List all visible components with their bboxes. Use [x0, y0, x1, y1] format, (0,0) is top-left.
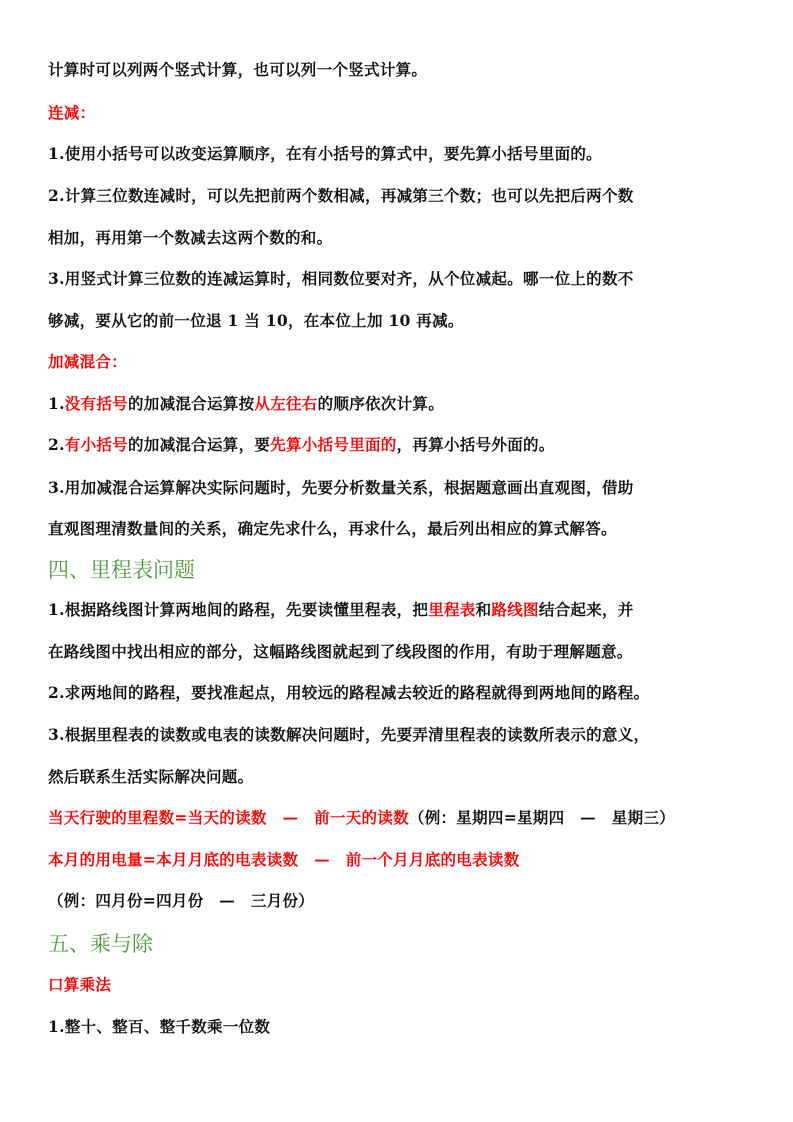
- subheading-lianjian: 连减：: [48, 103, 96, 122]
- paragraph-line: [48, 433, 753, 457]
- highlight-text: 没有括号: [64, 394, 128, 413]
- text-span: 的加减混合运算按: [127, 394, 255, 413]
- paragraph-line: 计算时可以列两个竖式计算，也可以列一个竖式计算。: [48, 60, 428, 79]
- paragraph-line: 够减，要从它的前一位退 1 当 10，在本位上加 10 再减。: [48, 311, 464, 330]
- formula-text: 当天行驶的里程数=当天的读数 — 前一天的读数: [48, 808, 409, 827]
- paragraph-line: 直观图理清数量间的关系，确定先求什么，再求什么，最后列出相应的算式解答。: [48, 519, 617, 538]
- formula-text: 本月的用电量=本月月底的电表读数 — 前一个月月底的电表读数: [48, 850, 520, 869]
- highlight-text: 有小括号: [64, 435, 128, 454]
- paragraph-line: 在路线图中找出相应的部分，这幅路线图就起到了线段图的作用，有助于理解题意。: [48, 642, 633, 661]
- example-text: （例：四月份=四月份 — 三月份）: [48, 891, 315, 910]
- highlight-text: 路线图: [491, 600, 539, 619]
- highlight-text: 从左往右: [254, 394, 318, 413]
- subheading-hunhe: 加减混合：: [48, 352, 128, 371]
- text-span: ，再算小括号外面的。: [396, 435, 555, 454]
- paragraph-line: 3.用竖式计算三位数的连减运算时，相同数位要对齐，从个位减起。哪一位上的数不: [48, 269, 634, 288]
- highlight-text: 里程表: [428, 600, 476, 619]
- paragraph-line: 2.求两地间的路程，要找准起点，用较远的路程减去较近的路程就得到两地间的路程。: [48, 683, 650, 702]
- paragraph-line: 然后联系生活实际解决问题。: [48, 767, 254, 786]
- text-span: 结合起来，并: [538, 600, 634, 619]
- text-span: 和: [475, 600, 492, 619]
- paragraph-line: 相加，再用第一个数减去这两个数的和。: [48, 228, 333, 247]
- text-span: 2.: [48, 435, 65, 454]
- example-text: （例：星期四=星期四 — 星期三）: [408, 808, 675, 827]
- paragraph-line: 1.整十、整百、整千数乘一位数: [48, 1017, 271, 1036]
- text-span: 的顺序依次计算。: [317, 394, 444, 413]
- subheading-kousuan: 口算乘法: [48, 975, 112, 994]
- paragraph-line: [48, 806, 753, 830]
- paragraph-line: [48, 598, 753, 622]
- paragraph-line: 3.根据里程表的读数或电表的读数解决问题时，先要弄清里程表的读数所表示的意义，: [48, 725, 650, 744]
- paragraph-line: 3.用加减混合运算解决实际问题时，先要分析数量关系，根据题意画出直观图，借助: [48, 478, 634, 497]
- highlight-text: 先算小括号里面的: [270, 435, 397, 454]
- section-heading-4: 四、里程表问题: [48, 558, 195, 582]
- text-span: 的加减混合运算，要: [127, 435, 271, 454]
- paragraph-line: 2.计算三位数连减时，可以先把前两个数相减，再减第三个数；也可以先把后两个数: [48, 186, 634, 205]
- section-heading-5: 五、乘与除: [48, 932, 153, 956]
- text-span: 1.: [48, 394, 65, 413]
- text-span: 1.根据路线图计算两地间的路程，先要读懂里程表，把: [48, 600, 429, 619]
- paragraph-line: [48, 392, 753, 416]
- paragraph-line: 1.使用小括号可以改变运算顺序，在有小括号的算式中，要先算小括号里面的。: [48, 144, 602, 163]
